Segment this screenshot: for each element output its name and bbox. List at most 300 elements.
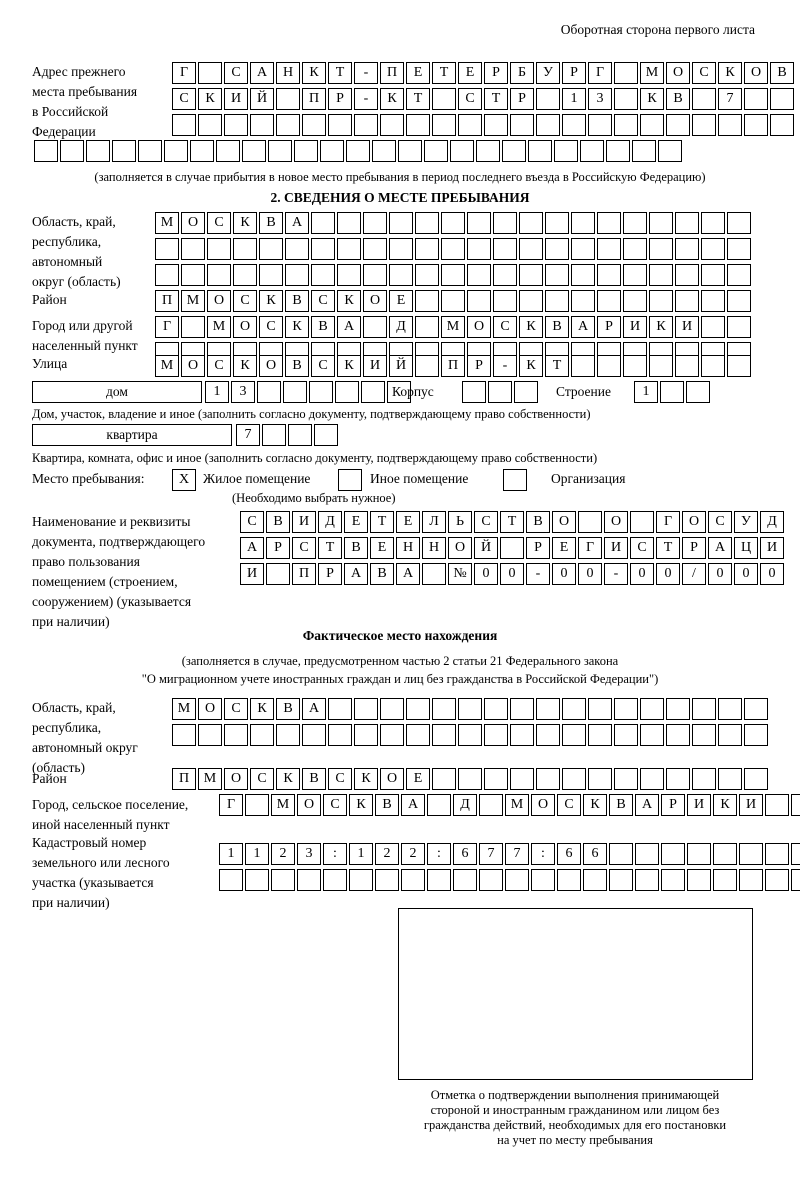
house-cells[interactable] [205, 381, 411, 403]
fact-region-cell[interactable]: К [250, 698, 274, 720]
prev-address-row-3[interactable] [172, 114, 794, 136]
prev-address-cell[interactable]: Р [510, 88, 534, 110]
cadastral-cell[interactable]: 1 [219, 843, 243, 865]
district-cell[interactable]: В [285, 290, 309, 312]
region-cell[interactable] [233, 264, 257, 286]
street-cell[interactable]: О [181, 355, 205, 377]
prev-address-cell[interactable] [138, 140, 162, 162]
fact-city-cell[interactable]: А [635, 794, 659, 816]
prev-address-cell[interactable] [164, 140, 188, 162]
prev-address-cell[interactable]: Е [406, 62, 430, 84]
prev-address-cell[interactable]: А [250, 62, 274, 84]
fact-city-cell[interactable]: В [375, 794, 399, 816]
prev-address-cell[interactable]: Т [432, 62, 456, 84]
region-cell[interactable] [623, 238, 647, 260]
document-cell[interactable]: О [552, 511, 576, 533]
document-cell[interactable]: - [604, 563, 628, 585]
document-cell[interactable]: Р [526, 537, 550, 559]
region-cell[interactable] [701, 264, 725, 286]
prev-address-cell[interactable] [632, 140, 656, 162]
prev-address-cell[interactable] [372, 140, 396, 162]
flat-cells[interactable] [236, 424, 338, 446]
document-cell[interactable]: В [266, 511, 290, 533]
document-cell[interactable]: П [292, 563, 316, 585]
region-cell[interactable] [623, 264, 647, 286]
region-cell[interactable] [441, 264, 465, 286]
place-type-option-1[interactable]: Жилое помещение [203, 471, 311, 486]
region-cell[interactable] [727, 238, 751, 260]
document-cell[interactable]: С [240, 511, 264, 533]
prev-address-cell[interactable]: Й [250, 88, 274, 110]
document-cell[interactable]: Д [760, 511, 784, 533]
street-cell[interactable] [675, 355, 699, 377]
document-row-2[interactable] [240, 537, 784, 559]
cadastral-cell[interactable]: 2 [271, 843, 295, 865]
cadastral-cell[interactable] [765, 843, 789, 865]
region-cell[interactable] [441, 238, 465, 260]
document-cell[interactable]: И [292, 511, 316, 533]
document-cell[interactable]: Г [578, 537, 602, 559]
prev-address-cell[interactable]: К [380, 88, 404, 110]
cadastral-cell[interactable] [609, 843, 633, 865]
fact-district-cell[interactable] [458, 768, 482, 790]
cadastral-cell[interactable] [713, 869, 737, 891]
region-cell[interactable] [181, 238, 205, 260]
fact-region-cell[interactable] [692, 698, 716, 720]
region-cell[interactable] [571, 264, 595, 286]
prev-address-cell[interactable]: Е [458, 62, 482, 84]
street-cell[interactable]: С [207, 355, 231, 377]
region-cell[interactable] [493, 238, 517, 260]
document-cell[interactable]: 0 [734, 563, 758, 585]
prev-address-cell[interactable]: Т [328, 62, 352, 84]
prev-address-cell[interactable] [666, 114, 690, 136]
cadastral-row-2[interactable] [219, 869, 800, 891]
region-cell[interactable] [727, 264, 751, 286]
region-cell[interactable] [571, 238, 595, 260]
cadastral-cell[interactable] [219, 869, 243, 891]
document-cell[interactable]: 0 [630, 563, 654, 585]
prev-address-cell[interactable] [536, 88, 560, 110]
prev-address-cell[interactable] [614, 114, 638, 136]
district-cell[interactable] [701, 290, 725, 312]
region-cell[interactable] [337, 238, 361, 260]
prev-address-cell[interactable] [580, 140, 604, 162]
cadastral-cell[interactable] [557, 869, 581, 891]
street-cell[interactable] [727, 355, 751, 377]
prev-address-cell[interactable]: Р [484, 62, 508, 84]
document-cell[interactable]: Н [396, 537, 420, 559]
prev-address-cell[interactable]: К [718, 62, 742, 84]
prev-address-cell[interactable] [588, 114, 612, 136]
prev-address-cell[interactable]: Т [406, 88, 430, 110]
street-cell[interactable]: В [285, 355, 309, 377]
document-cell[interactable]: И [604, 537, 628, 559]
region-cell[interactable] [675, 264, 699, 286]
region-cell[interactable] [285, 238, 309, 260]
document-cell[interactable]: А [396, 563, 420, 585]
fact-city-cell[interactable]: В [609, 794, 633, 816]
document-cell[interactable]: Л [422, 511, 446, 533]
section3-region-row-1[interactable] [172, 698, 768, 720]
prev-address-cell[interactable]: 3 [588, 88, 612, 110]
fact-region-cell[interactable] [458, 724, 482, 746]
fact-region-cell[interactable] [302, 724, 326, 746]
section2-city-row-1[interactable] [155, 316, 751, 338]
city-cell[interactable]: С [259, 316, 283, 338]
section2-region-row-1[interactable] [155, 212, 751, 234]
district-cell[interactable] [519, 290, 543, 312]
document-cell[interactable]: 0 [656, 563, 680, 585]
region-cell[interactable]: К [233, 212, 257, 234]
cadastral-cell[interactable] [739, 843, 763, 865]
fact-city-cell[interactable] [765, 794, 789, 816]
region-cell[interactable] [675, 212, 699, 234]
prev-address-cell[interactable]: Б [510, 62, 534, 84]
fact-region-cell[interactable] [484, 698, 508, 720]
fact-region-cell[interactable] [328, 724, 352, 746]
fact-region-cell[interactable] [666, 698, 690, 720]
prev-address-cell[interactable]: С [172, 88, 196, 110]
document-cell[interactable]: Д [318, 511, 342, 533]
street-cell[interactable]: С [311, 355, 335, 377]
fact-region-cell[interactable] [198, 724, 222, 746]
flat-cell[interactable]: 7 [236, 424, 260, 446]
prev-address-cell[interactable] [302, 114, 326, 136]
prev-address-cell[interactable] [354, 114, 378, 136]
document-cell[interactable]: 0 [474, 563, 498, 585]
city-cell[interactable]: К [519, 316, 543, 338]
prev-address-cell[interactable] [112, 140, 136, 162]
cadastral-cell[interactable]: 7 [505, 843, 529, 865]
prev-address-cell[interactable] [190, 140, 214, 162]
prev-address-cell[interactable] [458, 114, 482, 136]
house-cell[interactable] [309, 381, 333, 403]
street-cell[interactable]: Й [389, 355, 413, 377]
fact-city-cell[interactable] [479, 794, 503, 816]
region-cell[interactable] [311, 212, 335, 234]
cadastral-cell[interactable] [401, 869, 425, 891]
fact-district-cell[interactable] [588, 768, 612, 790]
city-cell[interactable]: Р [597, 316, 621, 338]
fact-city-cell[interactable]: К [713, 794, 737, 816]
document-cell[interactable]: О [682, 511, 706, 533]
fact-district-cell[interactable] [640, 768, 664, 790]
region-cell[interactable] [727, 212, 751, 234]
document-cell[interactable]: Ц [734, 537, 758, 559]
prev-address-cell[interactable] [60, 140, 84, 162]
prev-address-cell[interactable] [432, 114, 456, 136]
fact-district-cell[interactable]: О [380, 768, 404, 790]
prev-address-cell[interactable]: - [354, 88, 378, 110]
document-cell[interactable]: А [344, 563, 368, 585]
prev-address-cell[interactable] [562, 114, 586, 136]
document-cell[interactable]: В [344, 537, 368, 559]
house-cell[interactable] [283, 381, 307, 403]
region-cell[interactable] [623, 212, 647, 234]
city-cell[interactable]: Г [155, 316, 179, 338]
prev-address-cell[interactable] [328, 114, 352, 136]
fact-city-cell[interactable]: Г [219, 794, 243, 816]
cadastral-cell[interactable]: : [323, 843, 347, 865]
fact-city-cell[interactable]: И [687, 794, 711, 816]
prev-address-cell[interactable]: М [640, 62, 664, 84]
district-cell[interactable] [597, 290, 621, 312]
city-cell[interactable]: О [233, 316, 257, 338]
city-cell[interactable]: М [441, 316, 465, 338]
prev-address-row-1[interactable] [172, 62, 794, 84]
prev-address-cell[interactable] [614, 88, 638, 110]
stroenie-cell[interactable] [660, 381, 684, 403]
cadastral-cell[interactable] [297, 869, 321, 891]
document-cell[interactable]: Т [656, 537, 680, 559]
region-cell[interactable] [389, 238, 413, 260]
region-cell[interactable] [597, 264, 621, 286]
fact-region-cell[interactable] [328, 698, 352, 720]
region-cell[interactable] [467, 238, 491, 260]
fact-region-cell[interactable] [614, 724, 638, 746]
fact-city-cell[interactable] [427, 794, 451, 816]
street-cell[interactable]: И [363, 355, 387, 377]
cadastral-cell[interactable]: 6 [583, 843, 607, 865]
prev-address-cell[interactable]: П [302, 88, 326, 110]
cadastral-cell[interactable] [661, 869, 685, 891]
region-cell[interactable] [571, 212, 595, 234]
fact-district-cell[interactable] [562, 768, 586, 790]
fact-district-cell[interactable] [484, 768, 508, 790]
document-cell[interactable] [266, 563, 290, 585]
prev-address-cell[interactable]: Р [328, 88, 352, 110]
region-cell[interactable] [207, 264, 231, 286]
fact-region-cell[interactable] [380, 698, 404, 720]
region-cell[interactable] [337, 212, 361, 234]
fact-district-cell[interactable] [692, 768, 716, 790]
region-cell[interactable] [207, 238, 231, 260]
region-cell[interactable] [467, 264, 491, 286]
district-cell[interactable]: П [155, 290, 179, 312]
region-cell[interactable] [519, 264, 543, 286]
district-cell[interactable]: М [181, 290, 205, 312]
fact-city-cell[interactable]: К [583, 794, 607, 816]
prev-address-cell[interactable] [528, 140, 552, 162]
prev-address-cell[interactable] [406, 114, 430, 136]
district-cell[interactable]: С [233, 290, 257, 312]
fact-district-cell[interactable]: М [198, 768, 222, 790]
fact-region-cell[interactable] [432, 724, 456, 746]
region-cell[interactable] [389, 264, 413, 286]
district-cell[interactable] [571, 290, 595, 312]
prev-address-cell[interactable]: С [692, 62, 716, 84]
fact-city-cell[interactable]: О [531, 794, 555, 816]
region-cell[interactable] [311, 238, 335, 260]
cadastral-cell[interactable] [349, 869, 373, 891]
region-cell[interactable] [597, 212, 621, 234]
fact-city-cell[interactable]: А [401, 794, 425, 816]
prev-address-row-2[interactable] [172, 88, 794, 110]
document-cell[interactable] [422, 563, 446, 585]
prev-address-cell[interactable]: С [224, 62, 248, 84]
fact-city-cell[interactable]: С [557, 794, 581, 816]
house-cell[interactable]: 1 [205, 381, 229, 403]
district-cell[interactable]: О [207, 290, 231, 312]
house-cell[interactable] [361, 381, 385, 403]
street-cell[interactable]: О [259, 355, 283, 377]
region-cell[interactable] [259, 238, 283, 260]
section2-region-row-2[interactable] [155, 238, 751, 260]
fact-region-cell[interactable] [718, 698, 742, 720]
prev-address-cell[interactable] [276, 88, 300, 110]
document-cell[interactable]: С [292, 537, 316, 559]
document-cell[interactable]: 0 [760, 563, 784, 585]
prev-address-cell[interactable] [770, 114, 794, 136]
prev-address-cell[interactable] [614, 62, 638, 84]
fact-region-cell[interactable] [354, 698, 378, 720]
fact-region-cell[interactable] [536, 698, 560, 720]
document-cell[interactable]: 0 [708, 563, 732, 585]
document-cell[interactable]: С [474, 511, 498, 533]
section2-district-row[interactable] [155, 290, 751, 312]
cadastral-cell[interactable] [713, 843, 737, 865]
document-cell[interactable]: Т [500, 511, 524, 533]
street-cell[interactable]: П [441, 355, 465, 377]
cadastral-cell[interactable] [323, 869, 347, 891]
prev-address-cell[interactable] [484, 114, 508, 136]
prev-address-cell[interactable] [692, 114, 716, 136]
region-cell[interactable]: О [181, 212, 205, 234]
region-cell[interactable]: В [259, 212, 283, 234]
street-cell[interactable] [597, 355, 621, 377]
cadastral-cell[interactable] [453, 869, 477, 891]
region-cell[interactable] [675, 238, 699, 260]
cadastral-cell[interactable] [505, 869, 529, 891]
document-cell[interactable]: Р [318, 563, 342, 585]
prev-address-cell[interactable] [268, 140, 292, 162]
region-cell[interactable]: А [285, 212, 309, 234]
prev-address-cell[interactable] [250, 114, 274, 136]
cadastral-cell[interactable] [271, 869, 295, 891]
fact-district-cell[interactable] [614, 768, 638, 790]
prev-address-cell[interactable] [744, 88, 768, 110]
city-cell[interactable]: А [571, 316, 595, 338]
street-cell[interactable]: К [233, 355, 257, 377]
prev-address-cell[interactable] [198, 62, 222, 84]
fact-region-cell[interactable] [458, 698, 482, 720]
section3-region-row-2[interactable] [172, 724, 768, 746]
cadastral-cell[interactable] [245, 869, 269, 891]
prev-address-cell[interactable] [86, 140, 110, 162]
document-cell[interactable]: Ь [448, 511, 472, 533]
city-cell[interactable]: Д [389, 316, 413, 338]
fact-city-cell[interactable] [245, 794, 269, 816]
cadastral-cell[interactable] [427, 869, 451, 891]
region-cell[interactable] [493, 212, 517, 234]
document-cell[interactable] [500, 537, 524, 559]
fact-city-cell[interactable]: Д [453, 794, 477, 816]
fact-region-cell[interactable] [354, 724, 378, 746]
prev-address-cell[interactable] [718, 114, 742, 136]
prev-address-cell[interactable]: К [302, 62, 326, 84]
cadastral-cell[interactable]: 1 [349, 843, 373, 865]
fact-district-cell[interactable] [718, 768, 742, 790]
prev-address-cell[interactable]: - [354, 62, 378, 84]
region-cell[interactable] [701, 212, 725, 234]
prev-address-cell[interactable] [380, 114, 404, 136]
fact-region-cell[interactable] [718, 724, 742, 746]
document-cell[interactable]: Т [318, 537, 342, 559]
fact-district-cell[interactable]: О [224, 768, 248, 790]
house-cell[interactable] [257, 381, 281, 403]
fact-district-cell[interactable] [536, 768, 560, 790]
cadastral-cell[interactable] [791, 869, 800, 891]
house-cell[interactable] [335, 381, 359, 403]
region-cell[interactable] [363, 264, 387, 286]
prev-address-cell[interactable] [476, 140, 500, 162]
region-cell[interactable] [363, 238, 387, 260]
district-cell[interactable]: К [259, 290, 283, 312]
flat-cell[interactable] [262, 424, 286, 446]
region-cell[interactable] [285, 264, 309, 286]
city-cell[interactable]: В [545, 316, 569, 338]
cadastral-cell[interactable]: 2 [401, 843, 425, 865]
fact-district-cell[interactable] [744, 768, 768, 790]
cadastral-cell[interactable] [791, 843, 800, 865]
fact-district-cell[interactable] [666, 768, 690, 790]
cadastral-cell[interactable]: : [531, 843, 555, 865]
region-cell[interactable] [259, 264, 283, 286]
house-cell[interactable]: 3 [231, 381, 255, 403]
district-cell[interactable] [649, 290, 673, 312]
document-cell[interactable]: С [708, 511, 732, 533]
district-cell[interactable] [727, 290, 751, 312]
document-cell[interactable]: В [370, 563, 394, 585]
street-cell[interactable]: Р [467, 355, 491, 377]
cadastral-cell[interactable]: 6 [453, 843, 477, 865]
prev-address-cell[interactable]: Т [484, 88, 508, 110]
prev-address-cell[interactable]: У [536, 62, 560, 84]
document-cell[interactable]: Е [552, 537, 576, 559]
city-cell[interactable]: И [675, 316, 699, 338]
prev-address-cell[interactable] [216, 140, 240, 162]
place-type-checkbox-zhiloe[interactable]: X [172, 469, 196, 491]
document-cell[interactable]: 0 [500, 563, 524, 585]
fact-region-cell[interactable] [614, 698, 638, 720]
city-cell[interactable]: В [311, 316, 335, 338]
fact-region-cell[interactable] [744, 724, 768, 746]
city-cell[interactable] [415, 316, 439, 338]
fact-city-cell[interactable]: И [739, 794, 763, 816]
region-cell[interactable] [415, 212, 439, 234]
section3-city-row[interactable] [219, 794, 800, 816]
prev-address-cell[interactable]: К [198, 88, 222, 110]
document-cell[interactable]: В [526, 511, 550, 533]
korpus-cell[interactable] [488, 381, 512, 403]
fact-city-cell[interactable]: М [271, 794, 295, 816]
city-cell[interactable]: М [207, 316, 231, 338]
cadastral-cell[interactable] [609, 869, 633, 891]
district-cell[interactable]: К [337, 290, 361, 312]
fact-region-cell[interactable] [276, 724, 300, 746]
document-cell[interactable] [578, 511, 602, 533]
street-cell[interactable] [701, 355, 725, 377]
prev-address-cell[interactable]: Н [276, 62, 300, 84]
stamp-box[interactable] [398, 908, 753, 1080]
prev-address-cell[interactable] [606, 140, 630, 162]
korpus-cell[interactable] [462, 381, 486, 403]
fact-region-cell[interactable]: М [172, 698, 196, 720]
city-cell[interactable] [727, 316, 751, 338]
document-row-1[interactable] [240, 511, 784, 533]
region-cell[interactable] [649, 264, 673, 286]
